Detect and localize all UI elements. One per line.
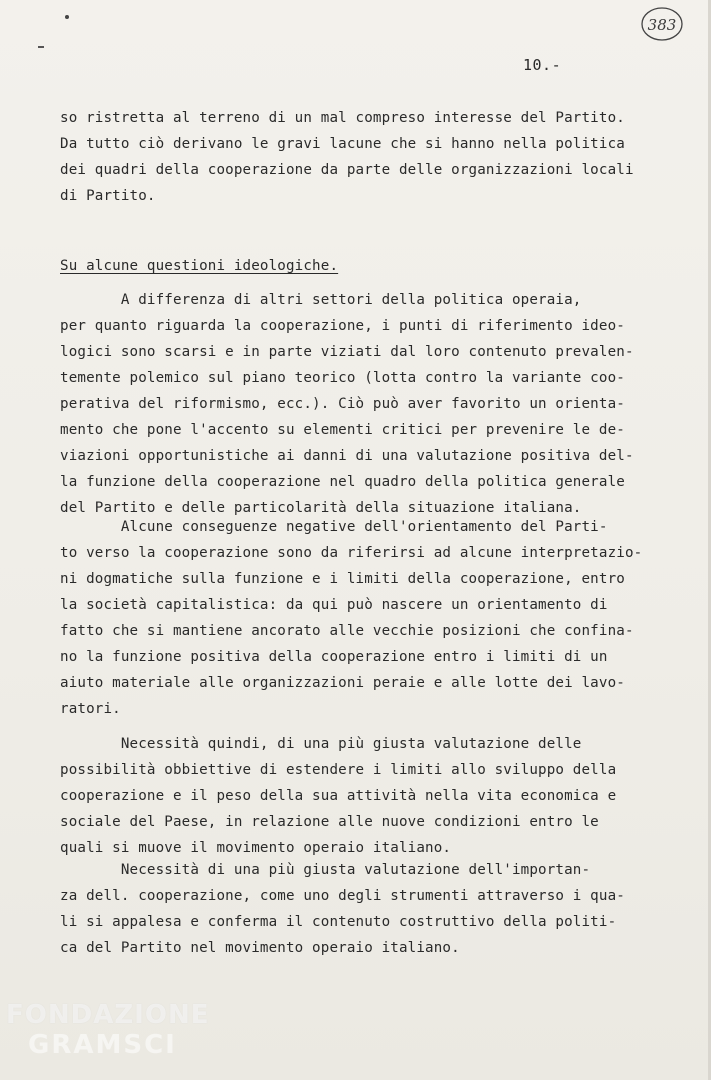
text-line: perativa del riformismo, ecc.). Ciò può aver favorito un orienta- <box>60 396 625 412</box>
text-line: A differenza di altri settori della politica operaia, <box>60 292 582 308</box>
text-line: za dell. cooperazione, come uno degli strumenti attraverso i qua- <box>60 888 625 904</box>
archive-stamp-number: 383 <box>647 16 677 34</box>
section-heading: Su alcune questioni ideologiche. <box>60 258 339 274</box>
text-line: la funzione della cooperazione nel quadro della politica generale <box>60 474 625 490</box>
text-line: so ristretta al terreno di un mal compreso interesse del Partito. <box>60 110 625 126</box>
text-line: cooperazione e il peso della sua attività nella vita economica e <box>60 788 617 804</box>
text-line: viazioni opportunistiche ai danni di una valutazione positiva del- <box>60 448 634 464</box>
watermark-logo-2: GRAMSCI <box>28 1030 177 1060</box>
text-line: ca del Partito nel movimento operaio italiano. <box>60 940 460 956</box>
text-line: quali si muove il movimento operaio italiano. <box>60 840 452 856</box>
margin-dot <box>65 15 69 19</box>
text-line: per quanto riguarda la cooperazione, i punti di riferimento ideo- <box>60 318 625 334</box>
margin-dash <box>38 46 44 48</box>
text-line: possibilità obbiettive di estendere i limiti allo sviluppo della <box>60 762 617 778</box>
text-line: Necessità di una più giusta valutazione dell'importan- <box>60 862 591 878</box>
text-line: ni dogmatiche sulla funzione e i limiti della cooperazione, entro <box>60 571 625 587</box>
text-line: to verso la cooperazione sono da riferirsi ad alcune interpretazio- <box>60 545 643 561</box>
text-line: ratori. <box>60 701 121 717</box>
text-line: fatto che si mantiene ancorato alle vecchie posizioni che confina- <box>60 623 634 639</box>
text-line: logici sono scarsi e in parte viziati dal loro contenuto prevalen- <box>60 344 634 360</box>
text-line: sociale del Paese, in relazione alle nuove condizioni entro le <box>60 814 599 830</box>
text-line: mento che pone l'accento su elementi critici per prevenire le de- <box>60 422 625 438</box>
text-line: dei quadri della cooperazione da parte delle organizzazioni locali <box>60 162 634 178</box>
text-line: del Partito e delle particolarità della situazione italiana. <box>60 500 582 516</box>
page-number: 10.- <box>523 56 562 74</box>
text-line: di Partito. <box>60 188 156 204</box>
text-line: temente polemico sul piano teorico (lotta contro la variante coo- <box>60 370 625 386</box>
text-line: Alcune conseguenze negative dell'orientamento del Parti- <box>60 519 608 535</box>
watermark-logo: FONDAZIONE <box>6 1000 210 1030</box>
text-line: no la funzione positiva della cooperazione entro i limiti di un <box>60 649 608 665</box>
text-line: Necessità quindi, di una più giusta valutazione delle <box>60 736 582 752</box>
text-line: aiuto materiale alle organizzazioni peraie e alle lotte dei lavo- <box>60 675 625 691</box>
text-line: li si appalesa e conferma il contenuto costruttivo della politi- <box>60 914 617 930</box>
text-line: la società capitalistica: da qui può nascere un orientamento di <box>60 597 608 613</box>
text-line: Da tutto ciò derivano le gravi lacune che si hanno nella politica <box>60 136 625 152</box>
